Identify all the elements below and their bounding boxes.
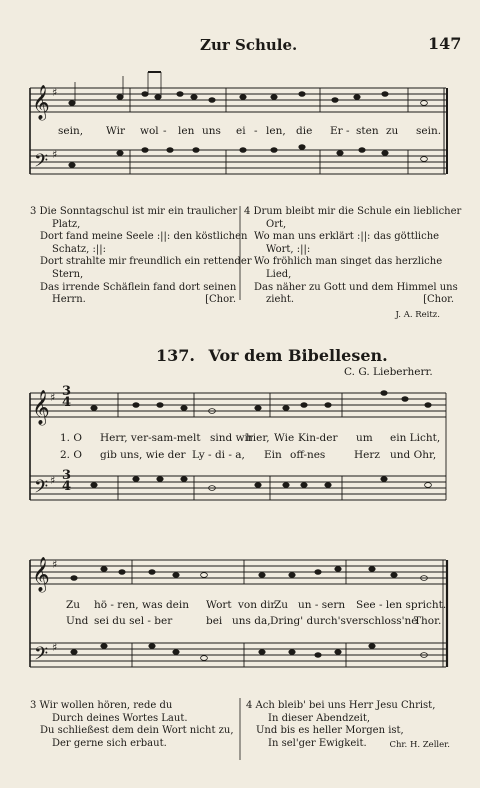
stanza-line: zieht. [266,294,295,306]
stanza-line: 3 Die Sonntagschul ist mir ein traulicher [30,206,238,217]
lyric-syllable: um [356,432,373,444]
lyric-syllable: uns da, [232,615,271,627]
lyric-syllable: hier, [246,432,270,444]
stanza-line: In sel'ger Ewigkeit. [268,737,367,749]
lyric-syllable: Kin-der [298,432,338,444]
lyric-syllable: Wort [206,599,232,611]
stanza-line: Wo fröhlich man singet das herzliche [254,256,443,268]
lyric-syllable: wol [140,125,159,137]
lyric-syllable: len, [266,125,286,137]
svg-text:♯: ♯ [52,148,58,161]
stanza-line: Das näher zu Gott und dem Himmel uns [254,281,458,293]
hymn2-sys2-verse2 [0,615,480,629]
lyric-syllable: Wir [106,125,125,137]
stanza-line: Wo man uns erklärt :||: das göttliche [254,231,440,243]
svg-text:𝄞: 𝄞 [32,390,50,425]
hymn-title: Vor dem Bibellesen. [208,346,388,365]
stanza-line: Stern, [52,268,84,280]
lyric-syllable: Herz [354,449,380,461]
lyric-syllable: bei [206,615,223,627]
lyric-syllable: uns [202,125,221,137]
svg-text:𝄞: 𝄞 [32,85,50,120]
hymn2-sys1-verse2 [0,449,480,463]
time-sig-top: 3 [62,384,72,399]
hymn2-sys1-verse1 [0,432,480,446]
svg-text:♯: ♯ [50,474,56,487]
hymn-number: 137. [156,346,195,365]
lyric-syllable: sind wir [210,432,253,444]
time-sig-bottom: 4 [62,395,72,410]
lyric-syllable: ein Licht, [390,432,441,444]
page-number: 147 [428,34,462,53]
lyric-syllable: off-nes [290,449,326,461]
lyric-syllable: sein, [58,125,84,137]
lyric-syllable: See - len spricht. [356,599,447,611]
stanza-line: Durch deines Wortes Laut. [52,712,188,724]
stanza-line: Und bis es heller Morgen ist, [256,725,404,737]
lyric-syllable: 2. O [60,449,82,461]
stanza-line: Lied, [266,268,292,280]
lyric-syllable: Ein [264,449,282,461]
running-title: Zur Schule. [200,36,298,54]
stanza-line: Schatz, :||: [52,243,106,255]
lyric-syllable: len [178,125,195,137]
lyric-syllable: zu [386,125,399,137]
lyric-syllable: Ly - di - a, [192,449,245,461]
lyric-syllable: Er [330,125,343,137]
stanza-line: Herrn. [52,294,86,306]
time-sig-bottom: 4 [62,479,72,494]
lyric-syllable: sei du sel - ber [94,615,173,627]
lyric-syllable: Und [66,615,89,627]
lyric-syllable: un - sern [298,599,346,611]
hymn2-sys2-treble-staff [30,560,446,584]
lyric-syllable: und Ohr, [390,449,437,461]
lyric-syllable: sein. [416,125,442,137]
lyric-syllable: Herr, ver-sam-melt [100,432,201,444]
lyric-syllable: ei [236,125,246,137]
hymn1-stanza-3 [30,206,252,307]
lyric-syllable: Zu [66,599,81,611]
lyric-syllable: sten [356,125,379,137]
stanza-line: Das irrende Schäflein fand dort seinen [40,281,237,293]
stanza-line: Der gerne sich erbaut. [52,737,167,749]
svg-text:♯: ♯ [52,558,58,571]
chorus-mark: [Chor. [205,294,236,306]
lyric-syllable: - [346,125,350,137]
time-sig-top: 3 [62,468,72,483]
hymn2-stanza-4 [246,700,458,750]
hymn1-lyric-line [0,125,480,139]
svg-text:𝄞: 𝄞 [32,557,50,592]
svg-text:𝄢: 𝄢 [34,477,49,502]
stanza-line: Du schließest dem dein Wort nicht zu, [40,725,234,737]
stanza-line: Wort, :||: [266,243,311,255]
composer: C. G. Lieberherr. [344,366,433,378]
lyric-syllable: Dring' durch's [270,615,346,627]
stanza-line: 4 Ach bleib' bei uns Herr Jesu Christ, [246,700,436,711]
svg-text:𝄢: 𝄢 [34,644,49,669]
hymn2-heading [156,346,388,365]
hymn2-sys2-verse1 [0,599,480,613]
hymn1-author: J. A. Reitz. [395,309,440,320]
svg-text:♯: ♯ [52,641,58,654]
hymn2-sys2-bass-staff [30,643,446,667]
stanza-line: In dieser Abendzeit, [268,712,371,724]
svg-text:♯: ♯ [50,391,56,404]
lyric-syllable: - [163,125,167,137]
hymn1-stanza-4 [244,206,462,321]
lyric-syllable: von dir [238,599,276,611]
stanza-line: Platz, [52,218,81,230]
lyric-syllable: die [296,125,313,137]
lyric-syllable: hö - ren, was dein [94,599,190,611]
svg-text:♯: ♯ [52,86,58,99]
lyric-syllable: Zu [274,599,289,611]
stanza-line: 4 Drum bleibt mir die Schule ein lieblicher [244,206,462,217]
stanza-line: Ort, [266,218,287,230]
lyric-syllable: Wie [274,432,295,444]
lyric-syllable: Thor. [414,615,442,627]
lyric-syllable: - [254,125,258,137]
stanza-line: 3 Wir wollen hören, rede du [30,700,173,711]
hymn2-author: Chr. H. Zeller. [389,739,450,750]
time-signature-treble [62,386,71,408]
lyric-syllable: verschloss'ne [346,615,418,627]
hymn2-stanza-3 [30,700,234,750]
svg-text:𝄢: 𝄢 [34,151,49,176]
stanza-line: Dort strahlte mir freundlich ein rettender [40,256,252,268]
chorus-mark: [Chor. [423,294,454,306]
lyric-syllable: 1. O [60,432,82,444]
hymn2-sys1-treble-staff [30,393,446,417]
stanza-line: Dort fand meine Seele :||: den köstlichen [40,231,248,243]
lyric-syllable: gib uns, wie der [100,449,186,461]
time-signature-bass [62,470,71,492]
